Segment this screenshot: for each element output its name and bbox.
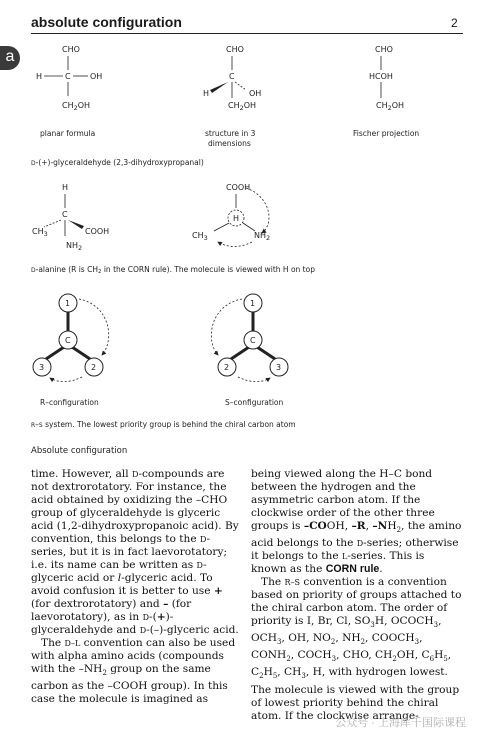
structure3d-left: H [203, 89, 210, 98]
planar-right: OH [90, 72, 103, 81]
alanine-nh2: NH [66, 241, 78, 250]
svg-text:CH3: $CH_3$ [32, 227, 48, 238]
glyceraldehyde-figure [30, 40, 470, 160]
fischer-bottom: CH [376, 101, 388, 110]
r-group-2: 2 [91, 363, 97, 372]
planar-bottom: CH [62, 101, 74, 110]
planar-caption: planar formula [40, 129, 96, 138]
paragraph: The R–S convention is a convention based on priority of groups attached to the chiral carbon atom. The order of priority is I, Br, Cl, $SO_3H$, $OCOCH_3$, $OCH_3$, OH, $NO_2$, $NH_2$, $COOCH_3$, $CONH_2$, $COCH_3$, CHO, $CH_2OH$, $C_6H_5$, $C_2H_5$, $CH_3$, H, with hydrogen lowest. The molecule is viewed with the group of lowest priority behind the chiral atom. If the clockwise arrange- [251, 576, 462, 722]
rs-caption: R–S system. The lowest priority group is behind the chiral carbon atom [31, 420, 296, 429]
paragraph: time. However, all D-compounds are not dextrorotatory. For instance, the acid obtained by oxidizing the –CHO group of glyceraldehyde is glyceric acid (1,2-dihydroxypropanoic acid). By convention, this belongs to the D-series, but it is in fact laevorotatory; i.e. its name can be written as D-glyceric acid or l-glyceric acid. To avoid confusion it is better to use + (for dextrorotatory) and – (for laevorotatory), as in D-(+)-glyceraldehyde and D-(–)-glyceric acid. [31, 468, 239, 636]
planar-top: CHO [62, 45, 80, 54]
s-group-1: 1 [250, 299, 256, 308]
svg-text:CH3: $CH_3$ [192, 231, 208, 242]
text-column-left [31, 468, 243, 706]
r-center: C [65, 336, 71, 345]
paragraph: being viewed along the H–C bond between the hydrogen and the asymmetric carbon atom. If the clockwise order of the other three groups is –COOH, –R, $-NH_2$, the amino acid belongs to the D-series; otherwise it belongs to the L-series. This is known as the CORN rule. [251, 468, 462, 576]
glyceraldehyde-caption: D-(+)-glyceraldehyde (2,3-dihydroxypropanal) [31, 158, 204, 167]
r-group-3: 3 [39, 363, 45, 372]
header-rule [31, 33, 463, 34]
fischer-top: CHO [375, 45, 393, 54]
figure-label: Absolute configuration [31, 446, 128, 456]
planar-center: C [65, 72, 71, 81]
alanine-figure [30, 178, 470, 263]
section-tab[interactable]: a [0, 46, 20, 70]
alanine-ch3: CH [32, 227, 44, 236]
structure3d-bottom: CH [228, 101, 240, 110]
alanine-cooh: COOH [85, 227, 110, 236]
svg-text:CH2OH: $CH_2OH$ [376, 101, 405, 112]
svg-text:CH2OH: $CH_2OH$ [62, 101, 91, 112]
paragraph: The D–L convention can also be used with alpha amino acids (compounds with the $-NH_2$ group on the same carbon as the –COOH group). In this case the molecule is imagined as [31, 637, 236, 706]
fischer-caption: Fischer projection [353, 129, 420, 138]
alanine-h: H [62, 183, 69, 192]
text-column-right [251, 468, 463, 723]
svg-text:NH2: $NH_2$ [254, 231, 271, 242]
r-group-1: 1 [65, 299, 71, 308]
structure3d-right: OH [249, 89, 262, 98]
r-config-caption: R–configuration [40, 398, 99, 407]
rs-figure [30, 285, 470, 385]
fischer-middle: HCOH [369, 72, 393, 81]
alanine-proj-nh2: NH [254, 231, 266, 240]
s-group-3: 3 [276, 363, 282, 372]
alanine-caption: D-alanine (R is CH2 in the CORN rule). The molecule is viewed with H on top [31, 265, 315, 275]
s-group-2: 2 [224, 363, 230, 372]
s-config-caption: S–configuration [225, 398, 284, 407]
svg-text:CH2OH: $CH_2OH$ [228, 101, 257, 112]
s-center: C [250, 336, 256, 345]
watermark: 公众号 · 上海库千国际课程 [335, 717, 466, 729]
structure3d-top: CHO [226, 45, 244, 54]
svg-text:NH2: $NH_2$ [66, 241, 83, 252]
alanine-c: C [62, 210, 68, 219]
page-title: absolute configuration [31, 14, 182, 30]
planar-left: H [36, 72, 43, 81]
page-number: 2 [451, 16, 458, 30]
structure3d-caption-2: dimensions [208, 139, 251, 148]
alanine-proj-ch3: CH [192, 231, 204, 240]
alanine-proj-cooh: COOH [226, 183, 251, 192]
alanine-proj-h: H [233, 214, 240, 223]
structure3d-center: C [229, 72, 235, 81]
structure3d-caption-1: structure in 3 [205, 129, 256, 138]
